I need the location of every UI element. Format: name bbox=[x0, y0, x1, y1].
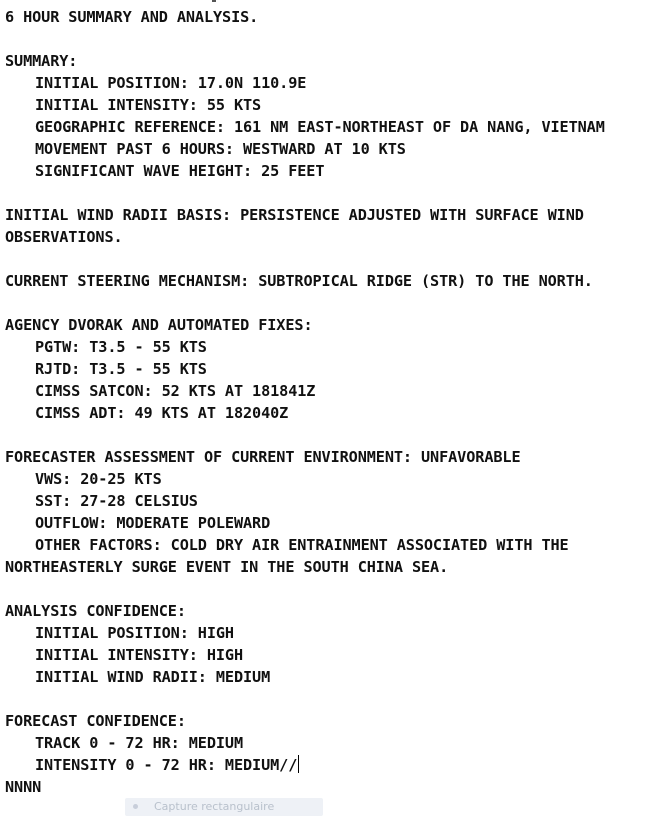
capture-tooltip-label: Capture rectangulaire bbox=[154, 800, 275, 813]
blank-line bbox=[5, 28, 672, 50]
forecast-track: TRACK 0 - 72 HR: MEDIUM bbox=[35, 734, 244, 752]
forecast-intensity: INTENSITY 0 - 72 HR: MEDIUM// bbox=[35, 756, 298, 774]
summary-wave-height: SIGNIFICANT WAVE HEIGHT: 25 FEET bbox=[35, 162, 325, 180]
blank-line bbox=[5, 578, 672, 600]
forecast-intensity-line bbox=[5, 754, 672, 776]
top-edge-mark bbox=[212, 0, 216, 2]
forecast-confidence-heading: FORECAST CONFIDENCE: bbox=[5, 712, 186, 730]
capture-tooltip[interactable] bbox=[125, 798, 323, 816]
steering-mechanism: CURRENT STEERING MECHANISM: SUBTROPICAL RIDGE (STR) TO THE NORTH. bbox=[5, 272, 593, 290]
blank-line bbox=[5, 182, 672, 204]
capture-icon bbox=[133, 804, 138, 809]
fix-rjtd: RJTD: T3.5 - 55 KTS bbox=[35, 360, 207, 378]
environment-outflow: OUTFLOW: MODERATE POLEWARD bbox=[35, 514, 271, 532]
environment-other-factors-line1: OTHER FACTORS: COLD DRY AIR ENTRAINMENT ASSOCIATED WITH THE bbox=[35, 536, 569, 554]
analysis-initial-intensity: INITIAL INTENSITY: HIGH bbox=[35, 646, 244, 664]
analysis-confidence-heading: ANALYSIS CONFIDENCE: bbox=[5, 602, 186, 620]
summary-geographic-reference: GEOGRAPHIC REFERENCE: 161 NM EAST-NORTHEAST OF DA NANG, VIETNAM bbox=[35, 118, 605, 136]
wind-radii-basis-line1: INITIAL WIND RADII BASIS: PERSISTENCE ADJUSTED WITH SURFACE WIND bbox=[5, 206, 584, 224]
fix-pgtw: PGTW: T3.5 - 55 KTS bbox=[35, 338, 207, 356]
fix-cimss-adt: CIMSS ADT: 49 KTS AT 182040Z bbox=[35, 404, 289, 422]
bulletin-header: 6 HOUR SUMMARY AND ANALYSIS. bbox=[5, 8, 259, 26]
summary-heading: SUMMARY: bbox=[5, 52, 78, 70]
summary-initial-intensity: INITIAL INTENSITY: 55 KTS bbox=[35, 96, 262, 114]
fixes-heading: AGENCY DVORAK AND AUTOMATED FIXES: bbox=[5, 316, 313, 334]
blank-line bbox=[5, 688, 672, 710]
bulletin-text[interactable] bbox=[5, 6, 672, 798]
blank-line bbox=[5, 424, 672, 446]
environment-vws: VWS: 20-25 KTS bbox=[35, 470, 162, 488]
blank-line bbox=[5, 292, 672, 314]
blank-line bbox=[5, 248, 672, 270]
fix-cimss-satcon: CIMSS SATCON: 52 KTS AT 181841Z bbox=[35, 382, 316, 400]
environment-sst: SST: 27-28 CELSIUS bbox=[35, 492, 198, 510]
analysis-initial-position: INITIAL POSITION: HIGH bbox=[35, 624, 234, 642]
environment-heading: FORECASTER ASSESSMENT OF CURRENT ENVIRONMENT: UNFAVORABLE bbox=[5, 448, 521, 466]
summary-movement: MOVEMENT PAST 6 HOURS: WESTWARD AT 10 KTS bbox=[35, 140, 406, 158]
environment-other-factors-line2: NORTHEASTERLY SURGE EVENT IN THE SOUTH CHINA SEA. bbox=[5, 558, 449, 576]
wind-radii-basis-line2: OBSERVATIONS. bbox=[5, 228, 123, 246]
text-caret bbox=[298, 755, 299, 773]
analysis-initial-wind-radii: INITIAL WIND RADII: MEDIUM bbox=[35, 668, 271, 686]
summary-initial-position: INITIAL POSITION: 17.0N 110.9E bbox=[35, 74, 307, 92]
end-marker: NNNN bbox=[5, 778, 42, 796]
